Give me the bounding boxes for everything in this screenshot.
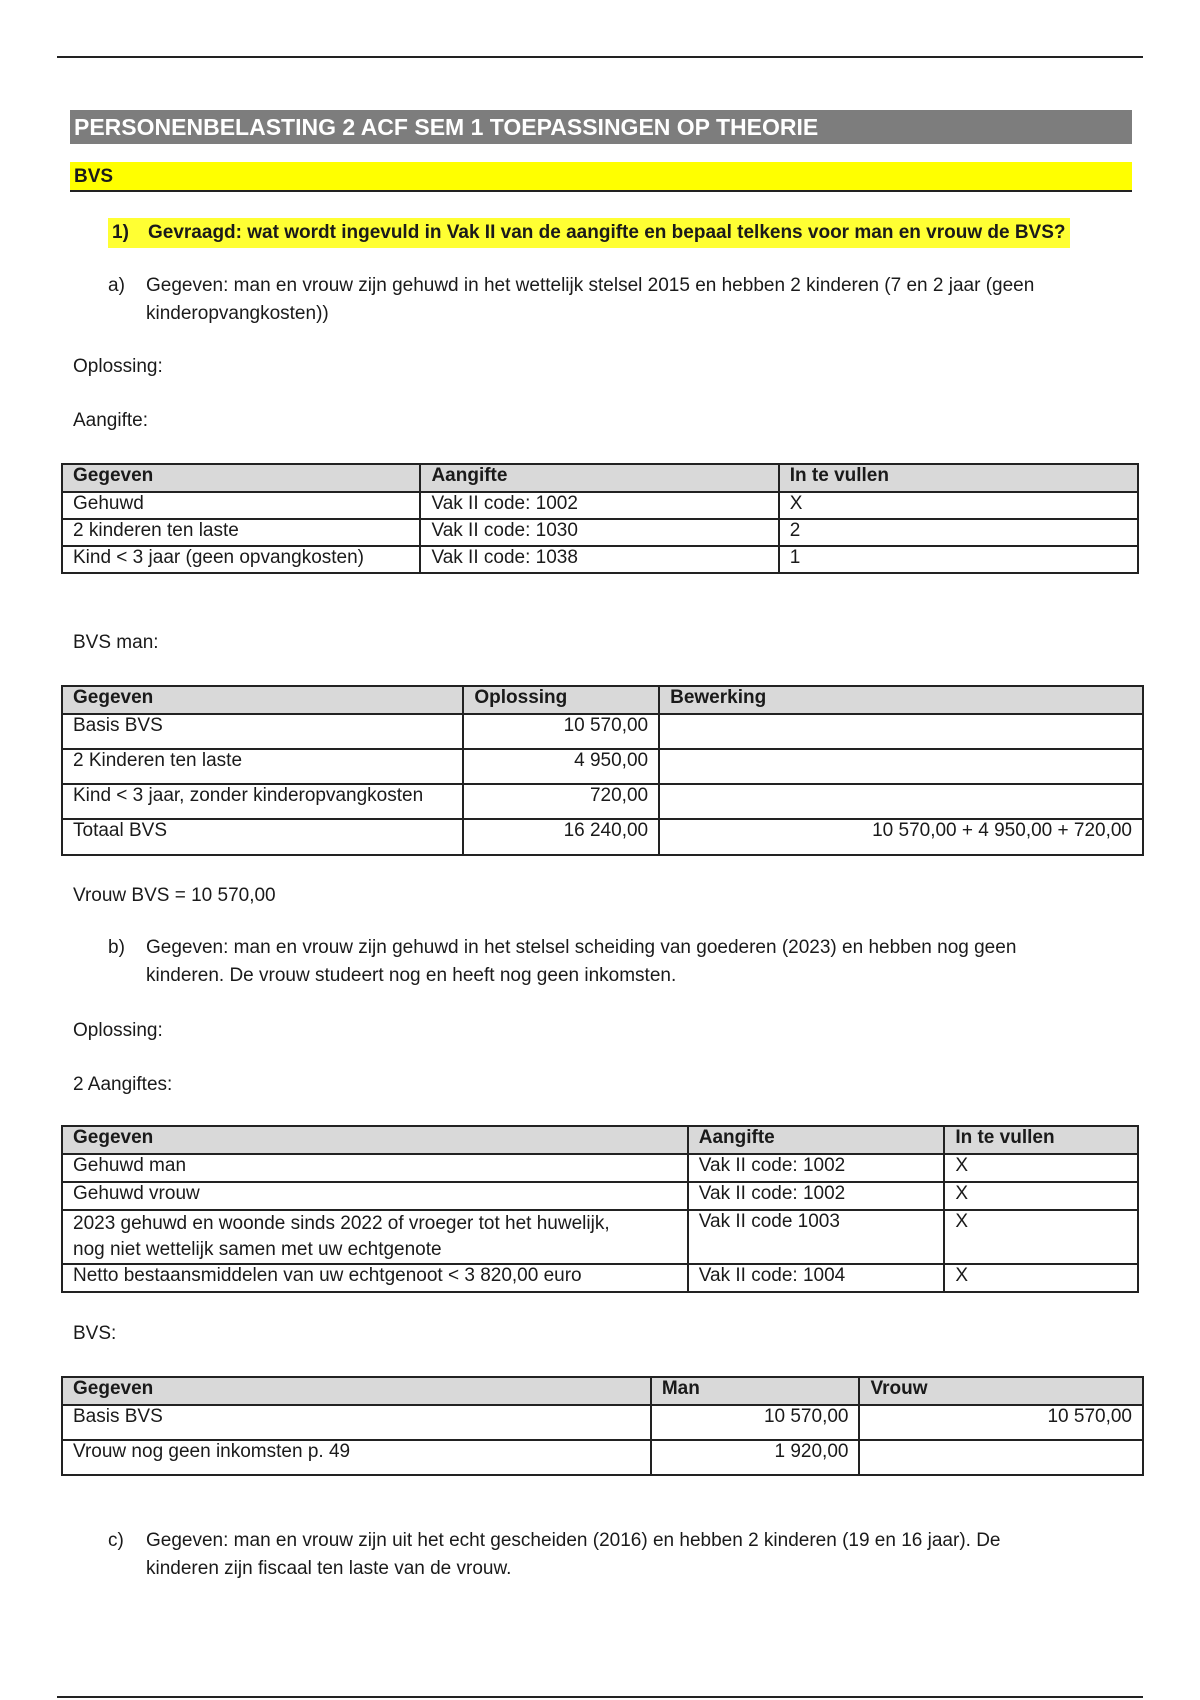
item-a-line2: kinderopvangkosten)) [146,303,329,324]
table-row [62,1405,1143,1440]
oplossing-a: Oplossing: [73,356,163,377]
item-a-label: a) [108,275,125,296]
cell: Basis BVS [62,714,463,749]
bvs-man-label: BVS man: [73,632,159,653]
cell: Vak II code: 1002 [688,1154,945,1182]
table-row [62,784,1143,819]
cell: X [944,1210,1138,1264]
cell: Vak II code: 1002 [420,492,778,519]
cell: Gehuwd vrouw [62,1182,688,1210]
table-row [62,546,1138,573]
cell: Netto bestaansmiddelen van uw echtgenoot < 3 820,00 euro [62,1264,688,1292]
cell: Vak II code: 1004 [688,1264,945,1292]
col-gegeven: Gegeven [62,464,420,492]
cell: 1 920,00 [651,1440,860,1475]
cell: 10 570,00 [463,714,659,749]
item-b [108,934,1098,990]
table-row [62,714,1143,749]
cell [62,1210,688,1264]
table-row [62,492,1138,519]
cell: Gehuwd [62,492,420,519]
document-title: PERSONENBELASTING 2 ACF SEM 1 TOEPASSINGEN OP THEORIE [70,110,1132,144]
table-row [62,749,1143,784]
cell: Vrouw nog geen inkomsten p. 49 [62,1440,651,1475]
oplossing-b: Oplossing: [73,1020,163,1041]
cell-line-1: 2023 gehuwd en woonde sinds 2022 of vroeger tot het huwelijk, [73,1213,610,1234]
question-number: 1) [112,222,129,243]
cell: 4 950,00 [463,749,659,784]
cell: 10 570,00 [651,1405,860,1440]
item-c-line1: Gegeven: man en vrouw zijn uit het echt gescheiden (2016) en hebben 2 kinderen (19 en 16 jaar). De [146,1530,1001,1551]
cell: Vak II code: 1030 [420,519,778,546]
cell: Basis BVS [62,1405,651,1440]
table-row [62,1182,1138,1210]
cell: X [944,1182,1138,1210]
cell: Totaal BVS [62,819,463,855]
bvs-label: BVS: [73,1323,117,1344]
cell: Kind < 3 jaar (geen opvangkosten) [62,546,420,573]
col-gegeven: Gegeven [62,1377,651,1405]
table-row [62,1440,1143,1475]
cell: X [944,1264,1138,1292]
cell: 16 240,00 [463,819,659,855]
vrouw-bvs: Vrouw BVS = 10 570,00 [73,885,276,906]
item-a-line1: Gegeven: man en vrouw zijn gehuwd in het wettelijk stelsel 2015 en hebben 2 kinderen (7 en 2 jaar (geen [146,275,1035,296]
col-man: Man [651,1377,860,1405]
bvs-man-table [61,685,1144,856]
question-1 [108,218,1070,248]
col-bewerking: Bewerking [659,686,1143,714]
aangifte-table-a [61,463,1139,574]
item-b-line2: kinderen. De vrouw studeert nog en heeft nog geen inkomsten. [146,965,677,986]
cell: Vak II code: 1002 [688,1182,945,1210]
cell: X [779,492,1138,519]
aangifte-table-b [61,1125,1139,1293]
cell: Vak II code 1003 [688,1210,945,1264]
col-in-te-vullen: In te vullen [779,464,1138,492]
aangifte-label: Aangifte: [73,410,148,431]
item-b-line1: Gegeven: man en vrouw zijn gehuwd in het stelsel scheiding van goederen (2023) en hebben nog geen [146,937,1017,958]
cell: 2 kinderen ten laste [62,519,420,546]
cell [659,749,1143,784]
table-row [62,519,1138,546]
table-row [62,1154,1138,1182]
cell: Gehuwd man [62,1154,688,1182]
col-gegeven: Gegeven [62,686,463,714]
col-in-te-vullen: In te vullen [944,1126,1138,1154]
col-gegeven: Gegeven [62,1126,688,1154]
item-c-line2: kinderen zijn fiscaal ten laste van de vrouw. [146,1558,512,1579]
cell [859,1440,1143,1475]
cell: 2 [779,519,1138,546]
cell [659,714,1143,749]
item-c-label: c) [108,1530,124,1551]
table-row [62,1210,1138,1264]
top-rule [57,56,1143,58]
col-aangifte: Aangifte [420,464,778,492]
cell [659,784,1143,819]
section-heading: BVS [70,162,1132,192]
col-oplossing: Oplossing [463,686,659,714]
question-text: Gevraagd: wat wordt ingevuld in Vak II van de aangifte en bepaal telkens voor man en vrouw de BVS? [148,222,1066,243]
item-b-label: b) [108,937,125,958]
cell: Vak II code: 1038 [420,546,778,573]
cell-line-2: nog niet wettelijk samen met uw echtgenote [73,1239,442,1260]
cell: Kind < 3 jaar, zonder kinderopvangkosten [62,784,463,819]
table-row [62,819,1143,855]
item-a [108,272,1098,328]
col-aangifte: Aangifte [688,1126,945,1154]
cell: 10 570,00 [859,1405,1143,1440]
cell: X [944,1154,1138,1182]
bottom-rule [57,1696,1143,1698]
cell: 720,00 [463,784,659,819]
cell: 2 Kinderen ten laste [62,749,463,784]
aangiftes-label: 2 Aangiftes: [73,1074,173,1095]
bvs-table-b [61,1376,1144,1476]
cell: 10 570,00 + 4 950,00 + 720,00 [659,819,1143,855]
col-vrouw: Vrouw [859,1377,1143,1405]
table-row [62,1264,1138,1292]
item-c [108,1527,1098,1583]
cell: 1 [779,546,1138,573]
